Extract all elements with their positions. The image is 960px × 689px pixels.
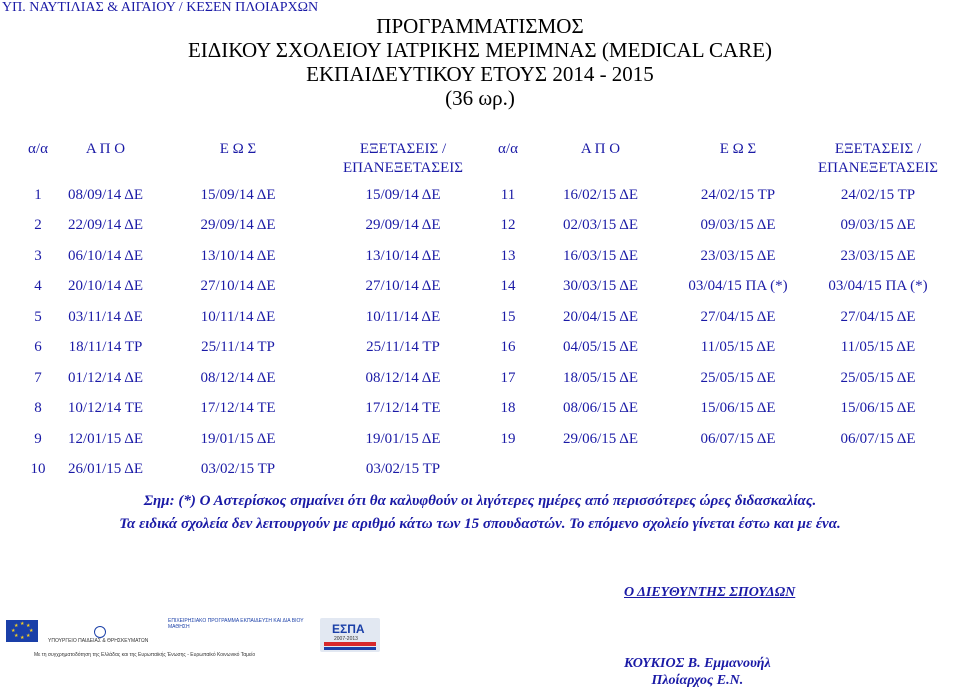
exam-date: 15/09/14 ΔΕ <box>365 186 441 203</box>
exam-date: 19/01/15 ΔΕ <box>365 430 441 447</box>
row-number: 8 <box>34 400 42 417</box>
col-header-exams-2-line1: ΕΞΕΤΑΣΕΙΣ / <box>834 141 922 157</box>
row-number-2: 15 <box>500 308 516 325</box>
title-line-4: (36 ωρ.) <box>445 86 515 110</box>
from-date: 22/09/14 ΔΕ <box>67 217 144 234</box>
to-date-2: 03/04/15 ΠΑ (*) <box>688 278 788 295</box>
to-date-2: 27/04/15 ΔΕ <box>700 308 776 325</box>
exam-date-2: 24/02/15 ΤΡ <box>840 186 916 203</box>
exam-date-2: 27/04/15 ΔΕ <box>840 308 916 325</box>
from-date-2: 16/03/15 ΔΕ <box>562 247 639 264</box>
exam-date-2: 09/03/15 ΔΕ <box>840 217 916 234</box>
to-date: 25/11/14 ΤΡ <box>201 339 275 356</box>
exam-date-2 <box>808 455 948 486</box>
row-number-2: 17 <box>500 369 516 386</box>
from-date-2: 20/04/15 ΔΕ <box>562 308 639 325</box>
table-row <box>18 211 948 242</box>
from-date: 01/12/14 ΔΕ <box>67 369 144 386</box>
from-date: 20/10/14 ΔΕ <box>67 278 144 295</box>
ministry-header: ΥΠ. ΝΑΥΤΙΛΙΑΣ & ΑΙΓΑΙΟΥ / ΚΕΣΕΝ ΠΛΟΙΑΡΧΩΝ <box>2 0 319 15</box>
col-header-apo: Α Π Ο <box>85 141 126 157</box>
table-row <box>18 180 948 211</box>
row-number: 7 <box>34 369 42 386</box>
table-row <box>18 272 948 303</box>
row-number-2 <box>483 455 533 486</box>
table-row <box>18 424 948 455</box>
row-number-2: 12 <box>500 217 516 234</box>
to-date: 15/09/14 ΔΕ <box>200 186 276 203</box>
row-number-2: 16 <box>500 339 516 356</box>
row-number: 9 <box>34 430 42 447</box>
to-date: 17/12/14 ΤΕ <box>200 400 276 417</box>
row-number: 10 <box>30 461 46 478</box>
exam-date-2: 25/05/15 ΔΕ <box>840 369 916 386</box>
ministry-logo: ΥΠΟΥΡΓΕΙΟ ΠΑΙΔΕΙΑΣ & ΘΡΗΣΚΕΥΜΑΤΩΝ <box>48 626 158 644</box>
exam-date-2: 11/05/15 ΔΕ <box>840 339 916 356</box>
col-header-aa-2: α/α <box>498 141 518 157</box>
to-date-2: 24/02/15 ΤΡ <box>700 186 776 203</box>
table-header-row <box>18 140 948 180</box>
schedule-rows <box>18 180 948 485</box>
to-date-2: 15/06/15 ΔΕ <box>700 400 776 417</box>
espa-years: 2007-2013 <box>334 636 358 642</box>
to-date: 27/10/14 ΔΕ <box>200 278 276 295</box>
to-date-2: 11/05/15 ΔΕ <box>700 339 776 356</box>
exam-date: 13/10/14 ΔΕ <box>365 247 441 264</box>
exam-date-2: 23/03/15 ΔΕ <box>840 247 916 264</box>
to-date: 08/12/14 ΔΕ <box>200 369 276 386</box>
from-date: 08/09/14 ΔΕ <box>67 186 144 203</box>
from-date-2: 04/05/15 ΔΕ <box>562 339 639 356</box>
director-title: Ο ΔΙΕΥΘΥΝΤΗΣ ΣΠΟΥΔΩΝ <box>624 585 796 600</box>
signature-rank: Πλοίαρχος Ε.Ν. <box>651 673 744 688</box>
from-date: 18/11/14 ΤΡ <box>68 339 143 356</box>
schedule-table <box>18 140 948 485</box>
from-date-2: 18/05/15 ΔΕ <box>562 369 639 386</box>
exam-date-2: 15/06/15 ΔΕ <box>840 400 916 417</box>
greek-emblem-icon <box>94 626 106 638</box>
exam-date: 25/11/14 ΤΡ <box>366 339 440 356</box>
notes <box>0 490 960 536</box>
to-date-2: 25/05/15 ΔΕ <box>700 369 776 386</box>
note-min-students: Τα ειδικά σχολεία δεν λειτουργούν με αριθμό κάτω των 15 σπουδαστών. Το επόμενο σχολείο γίνεται έστω και με ένα. <box>119 516 841 532</box>
to-date-2 <box>668 455 808 486</box>
from-date-2: 29/06/15 ΔΕ <box>562 430 639 447</box>
signature-name: ΚΟΥΚΙΟΣ Β. Εμμανουήλ <box>624 656 771 671</box>
row-number-2: 19 <box>500 430 516 447</box>
to-date-2: 23/03/15 ΔΕ <box>700 247 776 264</box>
to-date: 03/02/15 ΤΡ <box>200 461 276 478</box>
program-logo: ΕΠΙΧΕΙΡΗΣΙΑΚΟ ΠΡΟΓΡΑΜΜΑ ΕΚΠΑΙΔΕΥΣΗ ΚΑΙ ΔΙΑ ΒΙΟΥ ΜΑΘΗΣΗ <box>168 618 304 630</box>
espa-logo <box>320 618 380 652</box>
col-header-exams-line2: ΕΠΑΝΕΞΕΤΑΣΕΙΣ <box>342 160 464 176</box>
col-header-exams <box>323 140 483 180</box>
to-date-2: 06/07/15 ΔΕ <box>700 430 776 447</box>
col-header-exams-2 <box>808 140 948 180</box>
exam-date: 10/11/14 ΔΕ <box>365 308 441 325</box>
col-header-eos-2: Ε Ω Σ <box>719 141 757 157</box>
from-date-2: 02/03/15 ΔΕ <box>562 217 639 234</box>
from-date-2: 08/06/15 ΔΕ <box>562 400 639 417</box>
exam-date-2: 03/04/15 ΠΑ (*) <box>828 278 928 295</box>
table-row <box>18 333 948 364</box>
to-date: 13/10/14 ΔΕ <box>200 247 276 264</box>
title-line-2: ΕΙΔΙΚΟΥ ΣΧΟΛΕΙΟΥ ΙΑΤΡΙΚΗΣ ΜΕΡΙΜΝΑΣ (MEDICAL CARE) <box>187 38 773 62</box>
row-number-2: 14 <box>500 278 516 295</box>
col-header-exams-2-line2: ΕΠΑΝΕΞΕΤΑΣΕΙΣ <box>817 160 939 176</box>
title-line-1: ΠΡΟΓΡΑΜΜΑΤΙΣΜΟΣ <box>376 14 584 38</box>
row-number: 5 <box>34 308 42 325</box>
row-number-2: 13 <box>500 247 516 264</box>
col-header-apo-2: Α Π Ο <box>580 141 621 157</box>
to-date: 10/11/14 ΔΕ <box>200 308 276 325</box>
table-row <box>18 363 948 394</box>
exam-date: 08/12/14 ΔΕ <box>365 369 441 386</box>
from-date: 12/01/15 ΔΕ <box>67 430 144 447</box>
note-asterisk: Σημ: (*) Ο Αστερίσκος σημαίνει ότι θα καλυφθούν οι λιγότερες ημέρες από περισσότερες ώρες διδασκαλίας. <box>143 493 817 509</box>
funding-logos <box>0 612 400 662</box>
from-date: 10/12/14 ΤΕ <box>67 400 144 417</box>
from-date-2: 30/03/15 ΔΕ <box>562 278 639 295</box>
row-number: 3 <box>34 247 42 264</box>
signature-block <box>624 655 771 689</box>
col-header-aa: α/α <box>28 141 48 157</box>
col-header-eos: Ε Ω Σ <box>219 141 257 157</box>
espa-title: ΕΣΠΑ <box>332 622 365 636</box>
title-line-3: ΕΚΠΑΙΔΕΥΤΙΚΟΥ ΕΤΟΥΣ 2014 - 2015 <box>306 62 654 86</box>
table-row <box>18 302 948 333</box>
exam-date-2: 06/07/15 ΔΕ <box>840 430 916 447</box>
eu-flag-icon: ★ ★ ★ ★ ★ ★ ★ ★ <box>6 620 38 642</box>
table-row <box>18 394 948 425</box>
col-header-exams-line1: ΕΞΕΤΑΣΕΙΣ / <box>359 141 447 157</box>
funding-text: Με τη συγχρηματοδότηση της Ελλάδας και της Ευρωπαϊκής Ένωσης - Ευρωπαϊκό Κοινωνικό Ταμείο <box>34 652 256 658</box>
exam-date: 27/10/14 ΔΕ <box>365 278 441 295</box>
to-date-2: 09/03/15 ΔΕ <box>700 217 776 234</box>
exam-date: 03/02/15 ΤΡ <box>365 461 441 478</box>
exam-date: 29/09/14 ΔΕ <box>365 217 441 234</box>
row-number: 6 <box>34 339 42 356</box>
from-date-2: 16/02/15 ΔΕ <box>562 186 639 203</box>
from-date: 26/01/15 ΔΕ <box>67 461 144 478</box>
from-date: 03/11/14 ΔΕ <box>68 308 143 325</box>
to-date: 29/09/14 ΔΕ <box>200 217 276 234</box>
table-row <box>18 455 948 486</box>
row-number: 1 <box>34 186 42 203</box>
table-row <box>18 241 948 272</box>
row-number: 2 <box>34 217 42 234</box>
to-date: 19/01/15 ΔΕ <box>200 430 276 447</box>
row-number-2: 11 <box>500 186 516 203</box>
row-number-2: 18 <box>500 400 516 417</box>
document-title <box>0 14 960 110</box>
from-date-2 <box>533 455 668 486</box>
row-number: 4 <box>34 278 42 295</box>
from-date: 06/10/14 ΔΕ <box>67 247 144 264</box>
exam-date: 17/12/14 ΤΕ <box>365 400 441 417</box>
